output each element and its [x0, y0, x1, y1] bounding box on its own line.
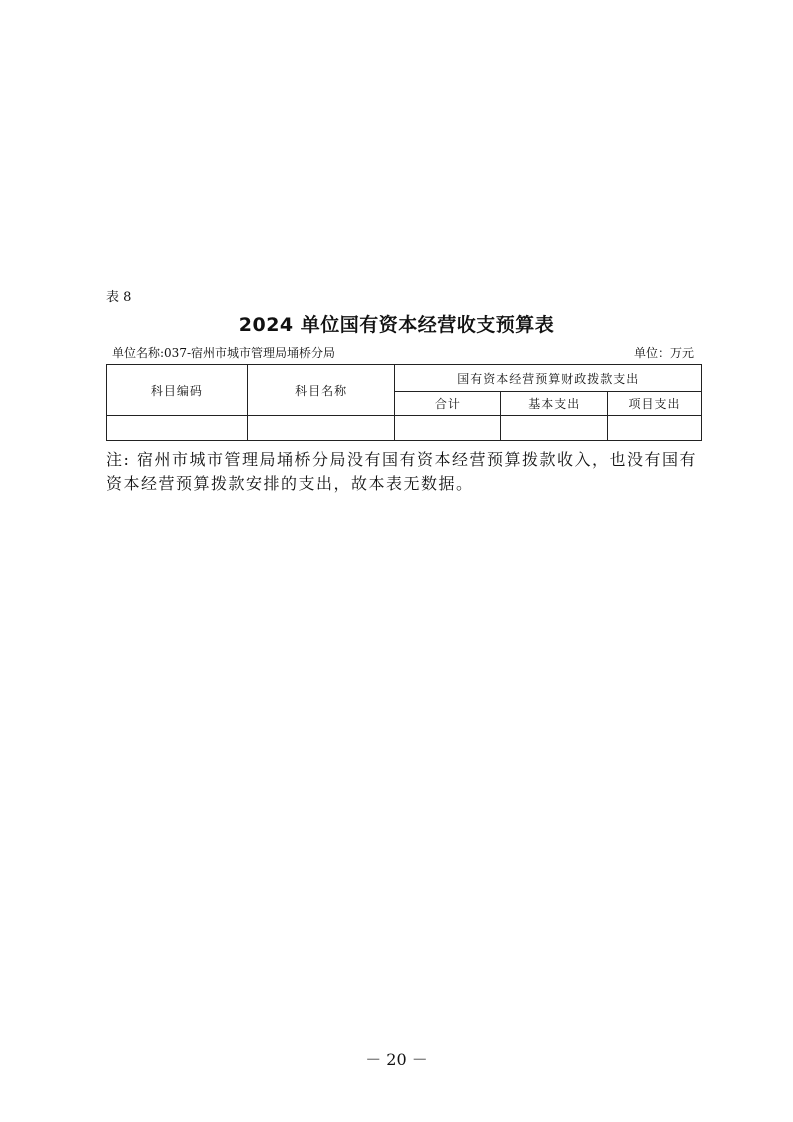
header-basic: 基本支出 — [501, 392, 608, 416]
header-expenditure-group: 国有资本经营预算财政拨款支出 — [395, 365, 702, 392]
page-number: － 20 － — [365, 1050, 428, 1069]
table-note: 注: 宿州市城市管理局埇桥分局没有国有资本经营预算拨款收入，也没有国有资本经营预算拨款安排的支出，故本表无数据。 — [106, 450, 697, 493]
table-label: 表 8 — [106, 290, 132, 305]
unit-measure: 单位：万元 — [633, 346, 694, 360]
page-title: 2024 单位国有资本经营收支预算表 — [238, 314, 555, 336]
table-row — [107, 416, 702, 441]
header-total: 合计 — [395, 392, 501, 416]
header-project: 项目支出 — [608, 392, 702, 416]
header-subject-name: 科目名称 — [247, 365, 395, 416]
table-cell — [107, 416, 248, 441]
table-cell — [501, 416, 608, 441]
table-header-row — [107, 365, 702, 392]
unit-info-row — [112, 344, 694, 361]
unit-name: 单位名称:037-宿州市城市管理局埇桥分局 — [112, 346, 336, 360]
header-subject-code: 科目编码 — [107, 365, 248, 416]
table-cell — [247, 416, 395, 441]
table-cell — [608, 416, 702, 441]
table-cell — [395, 416, 501, 441]
budget-table — [106, 364, 702, 441]
